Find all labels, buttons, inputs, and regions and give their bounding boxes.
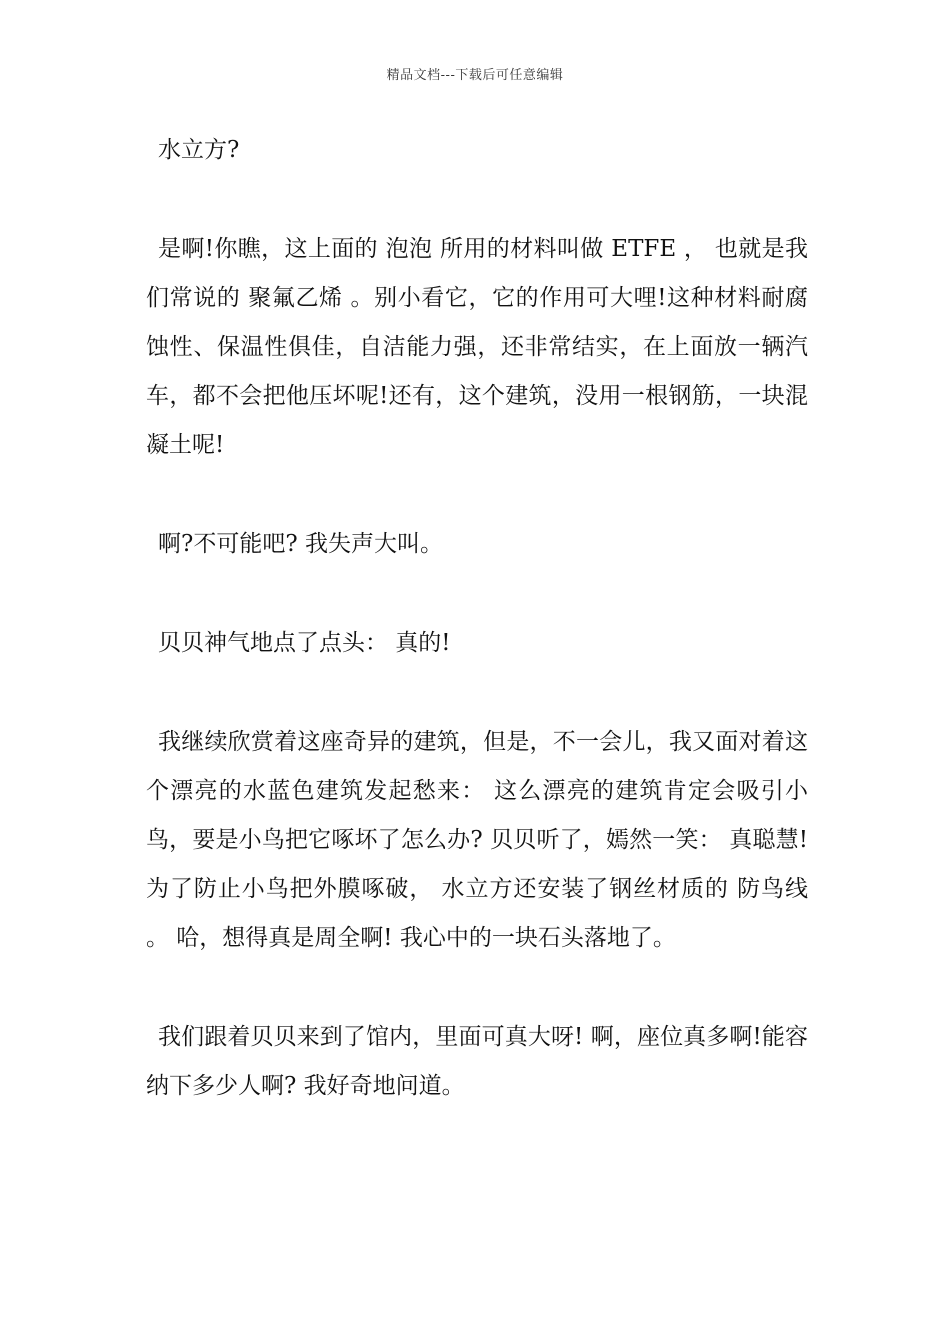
paragraph-inside-hall: 我们跟着贝贝来到了馆内，里面可真大呀! 啊，座位真多啊!能容纳下多少人啊? 我好奇地问道。 [146, 1024, 808, 1099]
paragraph-beibei-nod: 贝贝神气地点了点头： 真的! [158, 630, 451, 656]
document-body [146, 126, 808, 1161]
paragraph-etfe-material: 是啊!你瞧，这上面的 泡泡 所用的材料叫做 ETFE ， 也就是我们常说的 聚氟乙烯 。别小看它，它的作用可大哩!这种材料耐腐蚀性、保温性俱佳，自洁能力强，还非常结实，在上面放一辆汽车，都不会把他压坏呢!还有，这个建筑，没用一根钢筋，一块混凝土呢! [146, 236, 808, 458]
paragraph-exclamation: 啊?不可能吧? 我失声大叫。 [158, 531, 443, 557]
paragraph-bird-line: 我继续欣赏着这座奇异的建筑，但是，不一会儿，我又面对着这个漂亮的水蓝色建筑发起愁来： 这么漂亮的建筑肯定会吸引小鸟，要是小鸟把它啄坏了怎么办? 贝贝听了，嫣然一笑： 真聪慧!为了防止小鸟把外膜啄破， 水立方还安装了钢丝材质的 防鸟线 。 哈，想得真是周全啊! 我心中的一块石头落地了。 [146, 729, 808, 951]
page-header: 精品文档---下载后可任意编辑 [386, 68, 564, 83]
paragraph-question: 水立方? [158, 137, 240, 163]
